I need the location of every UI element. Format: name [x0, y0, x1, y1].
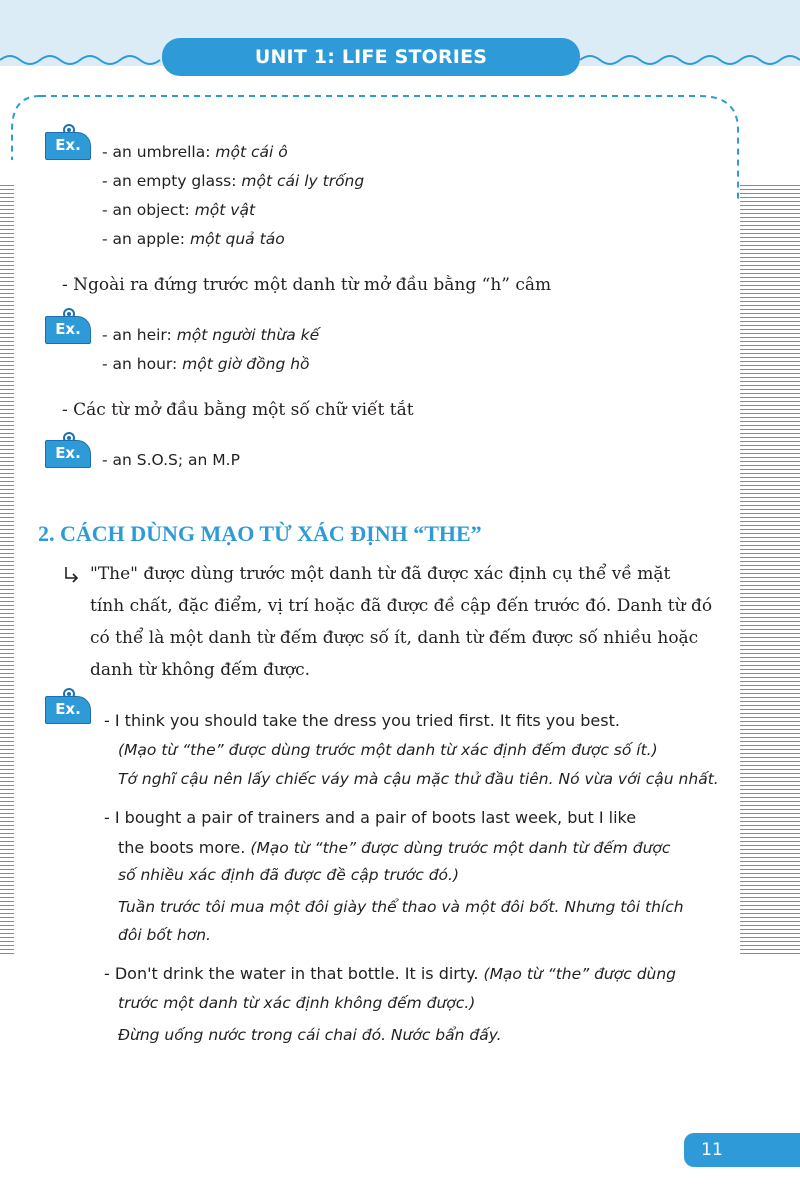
example-badge-label: Ex. — [45, 316, 91, 344]
example-line: - an empty glass: một cái ly trống — [102, 172, 365, 190]
example-sentence: - Don't drink the water in that bottle. It is dirty. (Mạo từ “the” được dùng — [104, 964, 677, 983]
example-line: - an heir: một người thừa kế — [102, 326, 320, 344]
right-page-edge-lines — [740, 185, 800, 955]
example-sentence: - I think you should take the dress you tried first. It fits you best. — [104, 711, 620, 730]
example-sentence-continued: the boots more. (Mạo từ “the” được dùng trước một danh từ đếm được — [118, 838, 671, 857]
hook-arrow-icon — [63, 566, 81, 584]
example-badge — [45, 432, 91, 468]
example-badge — [45, 124, 91, 160]
rule-abbreviations: - Các từ mở đầu bằng một số chữ viết tắt — [62, 400, 414, 420]
paragraph-line: danh từ không đếm được. — [90, 660, 311, 680]
example-badge-label: Ex. — [45, 696, 91, 724]
example-badge — [45, 308, 91, 344]
example-badge — [45, 688, 91, 724]
unit-title-banner: UNIT 1: LIFE STORIES — [162, 38, 580, 76]
example-translation: Tớ nghĩ cậu nên lấy chiếc váy mà cậu mặc thử đầu tiên. Nó vừa với cậu nhất. — [118, 770, 719, 788]
example-note: số nhiều xác định đã được đề cập trước đó.) — [118, 866, 460, 884]
example-line: - an hour: một giờ đồng hồ — [102, 355, 310, 373]
paragraph-line: có thể là một danh từ đếm được số ít, danh từ đếm được số nhiều hoặc — [90, 628, 699, 648]
paragraph-line: "The" được dùng trước một danh từ đã được xác định cụ thể về mặt — [90, 564, 671, 584]
page-number: 11 — [701, 1140, 723, 1160]
example-note: trước một danh từ xác định không đếm được.) — [118, 994, 476, 1012]
example-badge-label: Ex. — [45, 132, 91, 160]
example-note: (Mạo từ “the” được dùng trước một danh từ xác định đếm được số ít.) — [118, 741, 658, 759]
example-line: - an S.O.S; an M.P — [102, 451, 240, 469]
example-translation: Tuần trước tôi mua một đôi giày thể thao và một đôi bốt. Nhưng tôi thích — [118, 898, 684, 916]
left-page-edge-lines — [0, 185, 14, 955]
example-line: - an umbrella: một cái ô — [102, 143, 288, 161]
example-line: - an apple: một quả táo — [102, 230, 285, 248]
example-sentence: - I bought a pair of trainers and a pair of boots last week, but I like — [104, 808, 637, 827]
example-translation: Đừng uống nước trong cái chai đó. Nước bẩn đấy. — [118, 1026, 502, 1044]
example-badge-label: Ex. — [45, 440, 91, 468]
paragraph-line: tính chất, đặc điểm, vị trí hoặc đã được đề cập đến trước đó. Danh từ đó — [90, 596, 713, 616]
section-heading: 2. CÁCH DÙNG MẠO TỪ XÁC ĐỊNH “THE” — [38, 521, 482, 546]
rule-silent-h: - Ngoài ra đứng trước một danh từ mở đầu bằng “h” câm — [62, 275, 552, 295]
example-line: - an object: một vật — [102, 201, 256, 219]
example-translation: đôi bốt hơn. — [118, 926, 211, 944]
